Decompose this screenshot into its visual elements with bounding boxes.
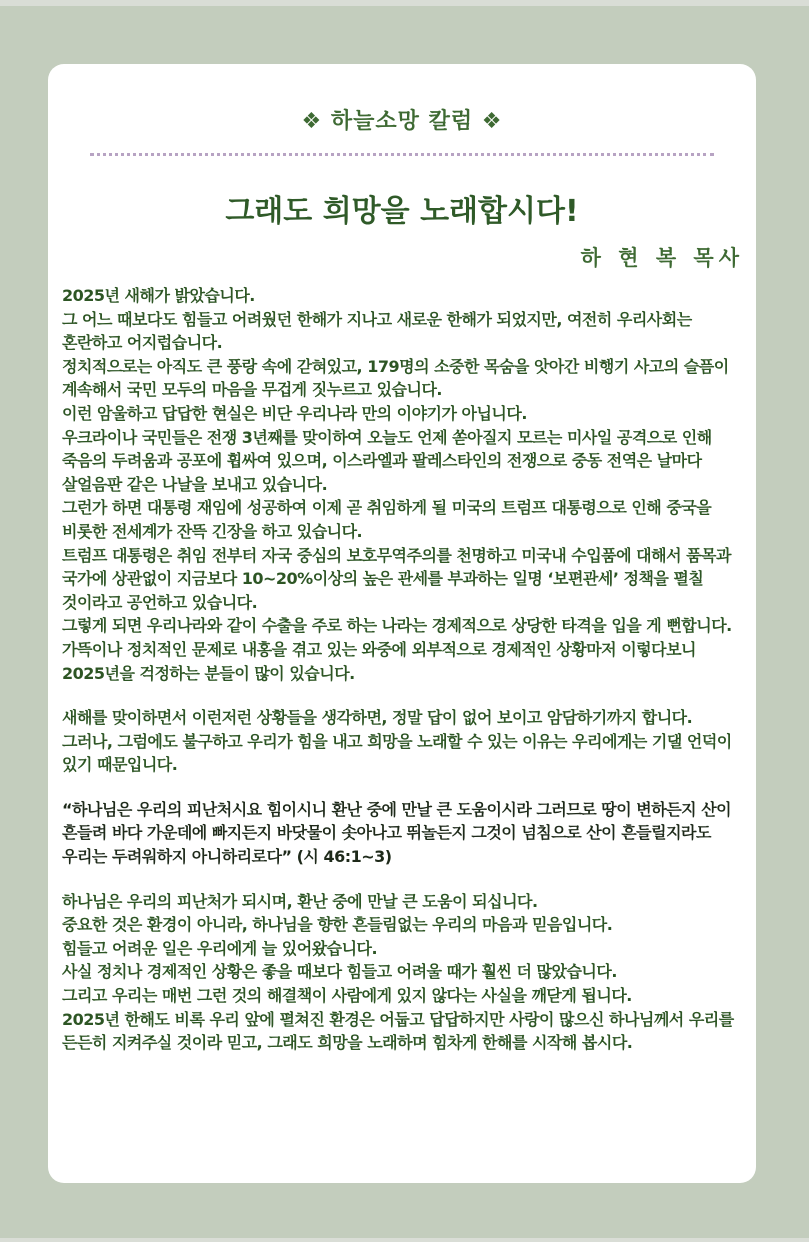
paragraph: 가뜩이나 정치적인 문제로 내홍을 겪고 있는 와중에 외부적으로 경제적인 상황마저 이렇다보니 2025년을 걱정하는 분들이 많이 있습니다. [62,639,696,683]
bottom-border [0,1238,809,1242]
top-border [0,0,809,6]
paragraph: 2025년 새해가 밝았습니다. [62,286,255,305]
paragraph: 정치적으로는 아직도 큰 풍랑 속에 갇혀있고, 179명의 소중한 목숨을 앗아간 비행기 사고의 슬픔이 계속해서 국민 모두의 마음을 무겁게 짓누르고 있습니다. [62,356,729,400]
article-author: 하 현 복 목사 [580,246,744,270]
paragraph: 그 어느 때보다도 힘들고 어려웠던 한해가 지나고 새로운 한해가 되었지만, 여전히 우리사회는 혼란하고 어지럽습니다. [62,309,692,353]
paragraph: 사실 정치나 경제적인 상황은 좋을 때보다 힘들고 어려울 때가 훨씬 더 많았습니다. [62,962,617,982]
scripture-quote: “하나님은 우리의 피난처시요 힘이시니 환난 중에 만날 큰 도움이시라 그러므로 땅이 변하든지 산이 흔들려 바다 가운데에 빠지든지 바닷물이 솟아나고 뛰놀든지 그것이 넘침으로 산이 흔들릴지라도 우리는 두려워하지 아니하리로다” (시 46:1~3) [62,799,732,867]
paragraph: 그리고 우리는 매번 그런 것의 해결책이 사람에게 있지 않다는 사실을 깨닫게 됩니다. [62,986,632,1006]
dotted-divider [90,153,714,156]
paragraph: 우크라이나 국민들은 전쟁 3년째를 맞이하여 오늘도 언제 쏟아질지 모르는 미사일 공격으로 인해 죽음의 두려움과 공포에 휩싸여 있으며, 이스라엘과 팔레스타인의 전쟁으로 중동 전역은 날마다 살얼음판 같은 나날을 보내고 있습니다. [62,427,712,494]
paragraph-gap [62,685,746,706]
paragraph: 새해를 맞이하면서 이런저런 상황들을 생각하면, 정말 답이 없어 보이고 암담하기까지 합니다. [62,708,693,728]
paragraph: 이런 암울하고 답답한 현실은 비단 우리나라 만의 이야기가 아닙니다. [62,403,527,423]
article-title: 그래도 희망을 노래합시다! [225,194,579,229]
column-title: ❖ 하늘소망 칼럼 ❖ [301,109,503,134]
paragraph: 그렇게 되면 우리나라와 같이 수출을 주로 하는 나라는 경제적으로 상당한 타격을 입을 게 뻔합니다. [62,616,732,636]
paragraph: 트럼프 대통령은 취임 전부터 자국 중심의 보호무역주의를 천명하고 미국내 수입품에 대해서 품목과 국가에 상관없이 지금보다 10~20%이상의 높은 관세를 부과하는 일명 ‘보편관세’ 정책을 펼칠 것이라고 공언하고 있습니다. [62,545,731,612]
paragraph: 힘들고 어려운 일은 우리에게 늘 있어왔습니다. [62,938,378,958]
paragraph: 그러나, 그럼에도 불구하고 우리가 힘을 내고 희망을 노래할 수 있는 이유는 우리에게는 기댈 언덕이 있기 때문입니다. [62,731,732,775]
paragraph-gap [62,869,746,890]
paragraph-gap [62,777,746,798]
paragraph: 하나님은 우리의 피난처가 되시며, 환난 중에 만날 큰 도움이 되십니다. [62,891,538,911]
paragraph: 중요한 것은 환경이 아니라, 하나님을 향한 흔들림없는 우리의 마음과 믿음입니다. [62,915,613,935]
column-card [48,64,756,1183]
article-body [62,284,746,1055]
paragraph: 2025년 한해도 비록 우리 앞에 펼쳐진 환경은 어둡고 답답하지만 사랑이 많으신 하나님께서 우리를 든든히 지켜주실 것이라 믿고, 그래도 희망을 노래하며 힘차게 한해를 시작해 봅시다. [62,1009,734,1053]
paragraph: 그런가 하면 대통령 재임에 성공하여 이제 곧 취임하게 될 미국의 트럼프 대통령으로 인해 중국을 비롯한 전세계가 잔뜩 긴장을 하고 있습니다. [62,498,712,541]
